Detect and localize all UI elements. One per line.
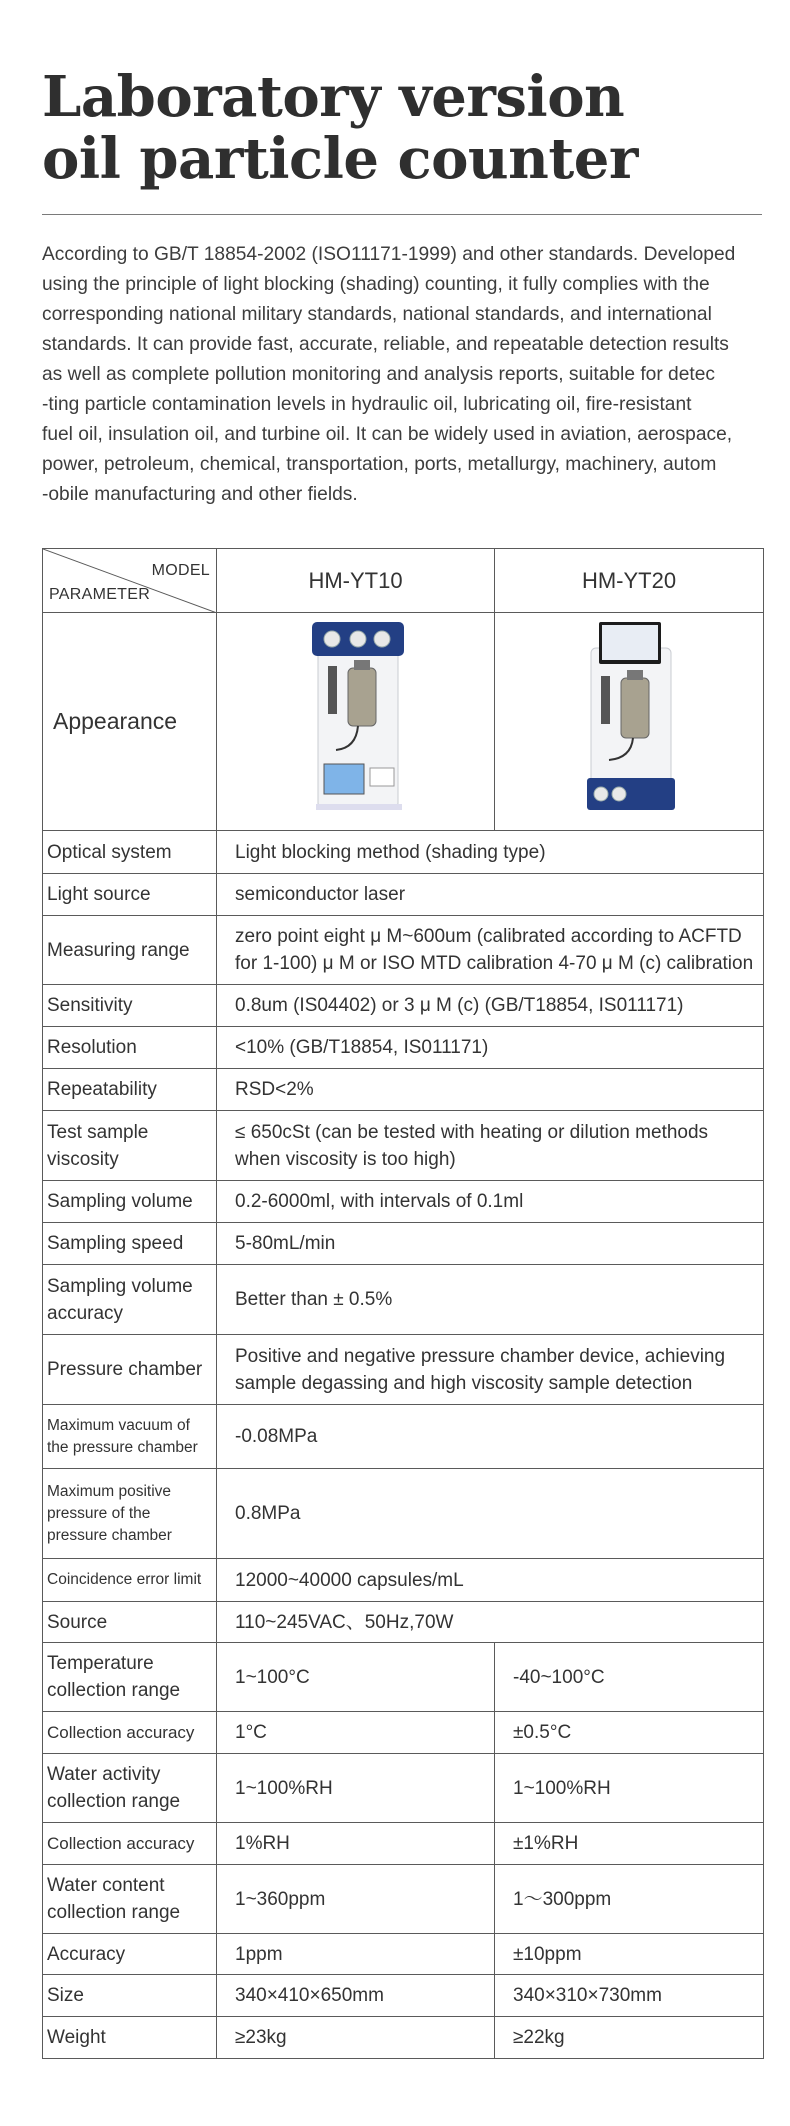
param-label: Pressure chamber (43, 1335, 217, 1405)
header-corner-cell (43, 549, 217, 613)
table-row (43, 1934, 764, 1975)
title-line-2: oil particle counter (42, 126, 638, 192)
param-value (217, 1335, 764, 1405)
param-value-yt10: 1°C (217, 1712, 495, 1754)
param-value: 5-80mL/min (217, 1223, 764, 1265)
param-label: Sampling volume (43, 1181, 217, 1223)
param-label: Collection accuracy (43, 1823, 217, 1865)
param-value: Light blocking method (shading type) (217, 831, 764, 874)
param-value-yt20: ±0.5°C (495, 1712, 764, 1754)
table-row (43, 1865, 764, 1934)
table-row (43, 985, 764, 1027)
table-row (43, 916, 764, 985)
intro-line: fuel oil, insulation oil, and turbine oil. It can be widely used in aviation, aerospace, (42, 424, 733, 445)
intro-line: using the principle of light blocking (shading) counting, it fully complies with the (42, 274, 710, 295)
table-row (43, 1754, 764, 1823)
label-line: pressure of the (47, 1504, 151, 1522)
param-value: RSD<2% (217, 1069, 764, 1111)
device-image-hm-yt20 (495, 613, 764, 831)
table-header-row (43, 549, 764, 613)
param-value-yt20: 340×310×730mm (495, 1975, 764, 2017)
param-label: Collection accuracy (43, 1712, 217, 1754)
param-value-yt10: 1~360ppm (217, 1865, 495, 1934)
param-value-yt10: 1~100°C (217, 1643, 495, 1712)
intro-line: standards. It can provide fast, accurate, reliable, and repeatable detection results (42, 334, 729, 355)
param-value-yt20: 1～300ppm (495, 1865, 764, 1934)
table-row (43, 1405, 764, 1469)
value-line: zero point eight μ M~600um (calibrated according to ACFTD (235, 926, 742, 947)
param-label: Measuring range (43, 916, 217, 985)
table-row (43, 1027, 764, 1069)
param-value: 0.8um (IS04402) or 3 μ M (c) (GB/T18854, IS011171) (217, 985, 764, 1027)
table-row (43, 1643, 764, 1712)
param-label (43, 1865, 217, 1934)
table-row (43, 1111, 764, 1181)
label-line: Temperature (47, 1653, 154, 1674)
label-line: viscosity (47, 1148, 119, 1170)
param-value (217, 916, 764, 985)
param-value-yt20: -40~100°C (495, 1643, 764, 1712)
intro-line: -ting particle contamination levels in hydraulic oil, lubricating oil, fire-resistant (42, 394, 692, 415)
param-value: -0.08MPa (217, 1405, 764, 1469)
label-line: pressure chamber (47, 1526, 172, 1544)
param-label: Accuracy (43, 1934, 217, 1975)
intro-line: as well as complete pollution monitoring and analysis reports, suitable for detec (42, 364, 715, 385)
table-row (43, 1559, 764, 1602)
param-label: Optical system (43, 831, 217, 874)
label-line: Maximum positive (47, 1482, 172, 1500)
param-label: Light source (43, 874, 217, 916)
title-line-1: Laboratory version (42, 64, 625, 130)
param-value: 0.8MPa (217, 1469, 764, 1559)
model-header-2: HM-YT20 (495, 549, 764, 613)
label-line: Water activity (47, 1764, 161, 1785)
param-value-yt20: ±1%RH (495, 1823, 764, 1865)
param-value: Better than ± 0.5% (217, 1265, 764, 1335)
param-label (43, 1265, 217, 1335)
param-label: Resolution (43, 1027, 217, 1069)
param-value-yt20: ±10ppm (495, 1934, 764, 1975)
value-line: for 1-100) μ M or ISO MTD calibration 4-70 μ M (c) calibration (235, 953, 754, 974)
table-row (43, 1265, 764, 1335)
param-label (43, 1643, 217, 1712)
label-line: collection range (47, 1791, 181, 1812)
table-row (43, 1069, 764, 1111)
corner-model-label: MODEL (151, 562, 210, 579)
table-row (43, 1223, 764, 1265)
table-row (43, 1602, 764, 1643)
intro-line: power, petroleum, chemical, transportation, ports, metallurgy, machinery, autom (42, 454, 717, 475)
device-yt10-illustration (296, 618, 416, 818)
param-value-yt10: 1ppm (217, 1934, 495, 1975)
value-line: ≤ 650cSt (can be tested with heating or dilution methods (235, 1121, 709, 1143)
param-value-yt20: ≥22kg (495, 2017, 764, 2059)
param-value: semiconductor laser (217, 874, 764, 916)
spec-table (42, 548, 764, 2059)
label-line: collection range (47, 1680, 181, 1701)
label-line: accuracy (47, 1302, 124, 1324)
table-row (43, 831, 764, 874)
param-label: Repeatability (43, 1069, 217, 1111)
param-value-yt10: 1%RH (217, 1823, 495, 1865)
model-header-1: HM-YT10 (217, 549, 495, 613)
label-line: Water content (47, 1875, 165, 1896)
param-label: Coincidence error limit (43, 1559, 217, 1602)
label-line: Maximum vacuum of (47, 1416, 190, 1434)
value-line: sample degassing and high viscosity sample detection (235, 1372, 693, 1394)
param-value: 12000~40000 capsules/mL (217, 1559, 764, 1602)
param-value: 110~245VAC、50Hz,70W (217, 1602, 764, 1643)
param-value (217, 1111, 764, 1181)
label-line: collection range (47, 1902, 181, 1923)
param-label: Size (43, 1975, 217, 2017)
intro-line: According to GB/T 18854-2002 (ISO11171-1999) and other standards. Developed (42, 244, 736, 265)
param-label: Weight (43, 2017, 217, 2059)
table-row (43, 1181, 764, 1223)
table-row (43, 1975, 764, 2017)
table-row (43, 1335, 764, 1405)
table-row (43, 1823, 764, 1865)
device-yt20-illustration (569, 618, 689, 818)
value-line: Positive and negative pressure chamber device, achieving (235, 1345, 726, 1367)
param-value-yt10: 1~100%RH (217, 1754, 495, 1823)
table-row (43, 1469, 764, 1559)
param-label (43, 1469, 217, 1559)
appearance-label: Appearance (43, 613, 217, 831)
corner-parameter-label: PARAMETER (49, 586, 151, 603)
table-row (43, 2017, 764, 2059)
param-value: 0.2-6000ml, with intervals of 0.1ml (217, 1181, 764, 1223)
param-value-yt20: 1~100%RH (495, 1754, 764, 1823)
appearance-row (43, 613, 764, 831)
label-line: Test sample (47, 1121, 149, 1143)
intro-line: -obile manufacturing and other fields. (42, 484, 358, 505)
device-image-hm-yt10 (217, 613, 495, 831)
table-row (43, 874, 764, 916)
label-line: Sampling volume (47, 1275, 193, 1297)
param-label: Sensitivity (43, 985, 217, 1027)
intro-line: corresponding national military standards, national standards, and international (42, 304, 712, 325)
title-divider (42, 214, 762, 215)
param-value-yt10: 340×410×650mm (217, 1975, 495, 2017)
param-label: Sampling speed (43, 1223, 217, 1265)
param-label: Source (43, 1602, 217, 1643)
param-label (43, 1405, 217, 1469)
param-label (43, 1754, 217, 1823)
param-value-yt10: ≥23kg (217, 2017, 495, 2059)
page-title (42, 66, 762, 190)
table-row (43, 1712, 764, 1754)
label-line: the pressure chamber (47, 1438, 198, 1456)
param-label (43, 1111, 217, 1181)
intro-paragraph (42, 240, 764, 510)
param-value: <10% (GB/T18854, IS011171) (217, 1027, 764, 1069)
value-line: when viscosity is too high) (235, 1148, 456, 1170)
